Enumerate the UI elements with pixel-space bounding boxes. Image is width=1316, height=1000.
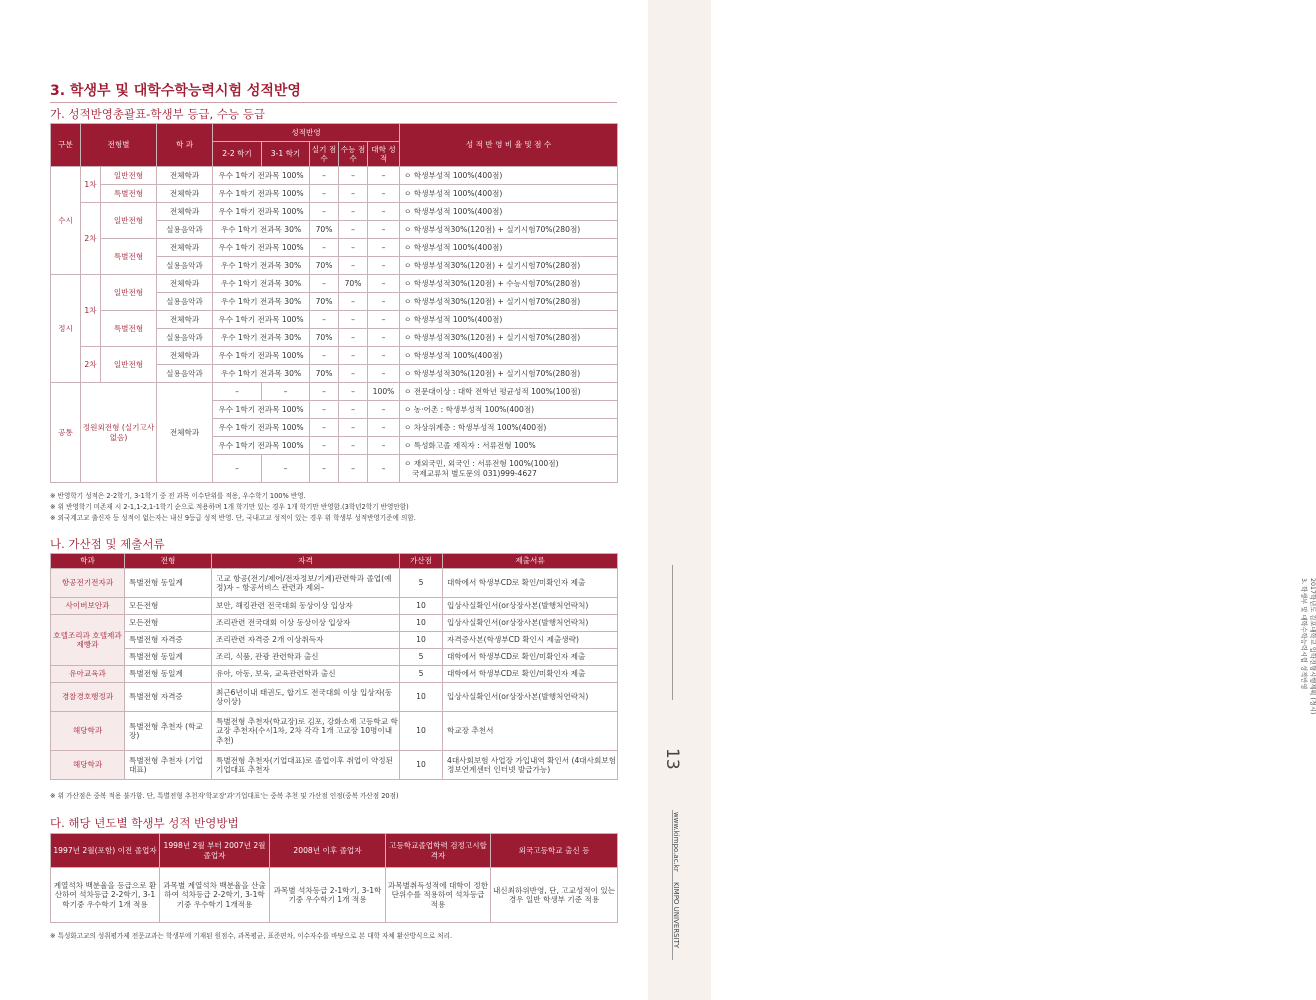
- college-cell: –: [368, 275, 400, 293]
- method-cell: 내신최하위반영, 단, 고교성적이 있는 경우 일반 학생부 기준 적용: [491, 868, 618, 923]
- points-cell: 10: [400, 598, 443, 615]
- csat-cell: –: [339, 239, 368, 257]
- table-row: [51, 239, 618, 257]
- dept-cell: 전체학과: [157, 203, 213, 221]
- running-header: [1299, 578, 1316, 714]
- subsection-a-title: 가. 성적반영총괄표-학생부 등급, 수능 등급: [50, 107, 265, 121]
- csat-cell: –: [339, 347, 368, 365]
- qualification-cell: 보안, 해킹관련 전국대회 동상이상 입상자: [212, 598, 400, 615]
- subsection-b-title: 나. 가산점 및 제출서류: [50, 537, 165, 551]
- header-score-group: 성적반영: [213, 124, 400, 142]
- dept-cell: 경찰경호행정과: [51, 683, 125, 712]
- section-title: 3. 학생부 및 대학수학능력시험 성적반영: [50, 83, 301, 99]
- bonus-table: [50, 553, 618, 780]
- note-line: ※ 외국계고교 출신자 등 성적이 없는자는 내신 9등급 성적 반영. 단, 국내고교 성적이 있는 경우 위 학생부 성적반영기준에 의함.: [50, 514, 416, 522]
- type-cell: 모든전형: [125, 598, 212, 615]
- dept-cell: 항공전기전자과: [51, 569, 125, 598]
- semester-cell: 우수 1학기 전과목 30%: [213, 365, 310, 383]
- ratio-line: 국제교류처 별도문의 031)999-4627: [412, 468, 537, 478]
- table-row: [51, 615, 618, 632]
- table-row: [51, 666, 618, 683]
- round-1: 1차: [81, 275, 101, 347]
- dept-cell: 유아교육과: [51, 666, 125, 683]
- dept-cell: 해당학과: [51, 712, 125, 751]
- round-1: 1차: [81, 167, 101, 203]
- dept-cell: 전체학과: [157, 239, 213, 257]
- type-cell: 모든전형: [125, 615, 212, 632]
- score-table: [50, 123, 618, 483]
- practical-cell: –: [310, 347, 339, 365]
- csat-cell: –: [339, 203, 368, 221]
- type-general: 일반전형: [101, 347, 157, 383]
- header-college: 대학 성적: [368, 142, 400, 167]
- practical-cell: –: [310, 185, 339, 203]
- documents-cell: 학교장 추천서: [443, 712, 618, 751]
- ratio-cell: ㅇ 특성화고졸 재직자 : 서류전형 100%: [400, 437, 618, 455]
- header-ratio: 성 적 반 영 비 율 및 점 수: [400, 124, 618, 167]
- ratio-cell: ㅇ 학생부성적30%(120점) + 실기시험70%(280점): [400, 293, 618, 311]
- ratio-cell: ㅇ 학생부성적30%(120점) + 실기시험70%(280점): [400, 329, 618, 347]
- documents-cell: 대학에서 학생부CD로 확인/미확인자 제출: [443, 649, 618, 666]
- csat-cell: –: [339, 221, 368, 239]
- dept-cell: 전체학과: [157, 275, 213, 293]
- note-line: ※ 특성화고교의 성취평가제 전문교과는 학생부에 기재된 원점수, 과목평균, 표준편차, 이수자수를 바탕으로 본 대학 자체 환산방식으로 처리.: [50, 932, 453, 940]
- points-cell: 10: [400, 683, 443, 712]
- dept-cell: 전체학과: [157, 311, 213, 329]
- college-cell: –: [368, 437, 400, 455]
- csat-cell: –: [339, 437, 368, 455]
- practical-cell: 70%: [310, 221, 339, 239]
- practical-cell: –: [310, 401, 339, 419]
- header-ged: 고등학교졸업학력 검정고시합격자: [386, 834, 491, 868]
- qualification-cell: 조리관련 전국대회 이상 동상이상 입상자: [212, 615, 400, 632]
- college-cell: –: [368, 185, 400, 203]
- type-cell: 특별전형 자격증: [125, 632, 212, 649]
- qualification-cell: 특별전형 추천자(기업대표)로 졸업이후 취업이 약정된 기업대표 추천자: [212, 751, 400, 780]
- ratio-cell: ㅇ 학생부성적 100%(400점): [400, 185, 618, 203]
- csat-cell: –: [339, 365, 368, 383]
- table-row: [51, 167, 618, 185]
- csat-cell: –: [339, 185, 368, 203]
- table-row: [51, 569, 618, 598]
- ratio-cell: ㅇ 학생부성적 100%(400점): [400, 167, 618, 185]
- qualification-cell: 특별전형 추천자(학교장)로 김포, 강화소재 고등학교 학교장 추천자(수시1차, 2차 각각 1개 고교장 10명이내 추천): [212, 712, 400, 751]
- semester-cell: 우수 1학기 전과목 30%: [213, 221, 310, 239]
- college-cell: 100%: [368, 383, 400, 401]
- csat-cell: –: [339, 455, 368, 483]
- csat-cell: –: [339, 311, 368, 329]
- college-cell: –: [368, 257, 400, 275]
- practical-cell: 70%: [310, 365, 339, 383]
- ratio-cell: ㅇ 전문대이상 : 대학 전학년 평균성적 100%(100점): [400, 383, 618, 401]
- header-3-1: 3-1 학기: [262, 142, 310, 167]
- ratio-cell: ㅇ 학생부성적30%(120점) + 실기시험70%(280점): [400, 365, 618, 383]
- college-cell: –: [368, 221, 400, 239]
- college-cell: –: [368, 365, 400, 383]
- header-pre-1997: 1997년 2월(포함) 이전 졸업자: [51, 834, 160, 868]
- points-cell: 5: [400, 666, 443, 683]
- practical-cell: –: [310, 383, 339, 401]
- dept-cell: 해당학과: [51, 751, 125, 780]
- ratio-cell: ㅇ 학생부성적 100%(400점): [400, 203, 618, 221]
- ratio-cell: ㅇ 학생부성적30%(120점) + 실기시험70%(280점): [400, 257, 618, 275]
- header-documents: 제출서류: [443, 554, 618, 569]
- practical-cell: –: [310, 203, 339, 221]
- points-cell: 10: [400, 615, 443, 632]
- ratio-cell: ㅇ 학생부성적 100%(400점): [400, 239, 618, 257]
- dept-cell: 사이버보안과: [51, 598, 125, 615]
- site-url: www.kimpo.ac.kr: [672, 812, 680, 872]
- college-cell: –: [368, 455, 400, 483]
- points-cell: 10: [400, 751, 443, 780]
- dept-cell: 전체학과: [157, 383, 213, 483]
- csat-cell: –: [339, 383, 368, 401]
- dept-cell: 실용음악과: [157, 365, 213, 383]
- ratio-cell: [400, 455, 618, 483]
- method-cell: 과목별취득성적에 대학이 정한 단위수를 적용하여 석차등급 적용: [386, 868, 491, 923]
- type-cell: 특별전형 동일계: [125, 649, 212, 666]
- points-cell: 10: [400, 632, 443, 649]
- semester-cell: 우수 1학기 전과목 100%: [213, 239, 310, 257]
- ratio-cell: ㅇ 학생부성적 100%(400점): [400, 311, 618, 329]
- dept-cell: 전체학과: [157, 347, 213, 365]
- table-row: [51, 683, 618, 712]
- group-common: 공통: [51, 383, 81, 483]
- documents-cell: 4대사회보험 사업장 가입내역 확인서 (4대사회보험 정보연계센터 인터넷 발급가능): [443, 751, 618, 780]
- type-special: 특별전형: [101, 185, 157, 203]
- table-row: [51, 203, 618, 221]
- type-cell: 특별전형 추천자 (학교장): [125, 712, 212, 751]
- qualification-cell: 최근6년이내 태권도, 합기도 전국대회 이상 입상자(동상이상): [212, 683, 400, 712]
- practical-cell: –: [310, 437, 339, 455]
- header-1998-2007: 1998년 2월 부터 2007년 2월 졸업자: [160, 834, 270, 868]
- dept-cell: 실용음악과: [157, 329, 213, 347]
- college-cell: –: [368, 329, 400, 347]
- type-general: 일반전형: [101, 275, 157, 311]
- table-row: [51, 649, 618, 666]
- practical-cell: –: [310, 419, 339, 437]
- header-dept: 학과: [51, 554, 125, 569]
- semester-cell: 우수 1학기 전과목 100%: [213, 311, 310, 329]
- documents-cell: 입상사실확인서(or상장사본(발행처연락처): [443, 683, 618, 712]
- dept-cell: 전체학과: [157, 185, 213, 203]
- type-special: 특별전형: [101, 239, 157, 275]
- qualification-cell: 조리관련 자격증 2개 이상취득자: [212, 632, 400, 649]
- type-cell: 특별전형 동일계: [125, 569, 212, 598]
- header-foreign: 외국고등학교 출신 등: [491, 834, 618, 868]
- semester-cell: –: [213, 455, 262, 483]
- csat-cell: –: [339, 401, 368, 419]
- college-cell: –: [368, 419, 400, 437]
- method-table: [50, 833, 618, 923]
- semester-cell: 우수 1학기 전과목 100%: [213, 347, 310, 365]
- type-general: 일반전형: [101, 167, 157, 185]
- ratio-cell: ㅇ 학생부성적30%(120점) + 수능시험70%(280점): [400, 275, 618, 293]
- semester-cell: 우수 1학기 전과목 100%: [213, 203, 310, 221]
- documents-cell: 대학에서 학생부CD로 확인/미확인자 제출: [443, 666, 618, 683]
- points-cell: 5: [400, 649, 443, 666]
- table-row: [51, 598, 618, 615]
- practical-cell: –: [310, 275, 339, 293]
- documents-cell: 자격증사본(학생부CD 확인시 제출생략): [443, 632, 618, 649]
- table-row: [51, 383, 618, 401]
- type-special: 특별전형: [101, 311, 157, 347]
- round-2: 2차: [81, 347, 101, 383]
- ratio-cell: ㅇ 학생부성적30%(120점) + 실기시험70%(280점): [400, 221, 618, 239]
- practical-cell: –: [310, 455, 339, 483]
- college-cell: –: [368, 203, 400, 221]
- ratio-cell: ㅇ 농·어촌 : 학생부성적 100%(400점): [400, 401, 618, 419]
- note-line: ※ 위 반영학기 미존재 시 2-1,1-2,1-1학기 순으로 적용하며 1개 학기만 있는 경우 1개 학기만 반영함.(3학년2학기 반영안함): [50, 503, 409, 511]
- practical-cell: –: [310, 239, 339, 257]
- college-cell: –: [368, 239, 400, 257]
- practical-cell: 70%: [310, 257, 339, 275]
- points-cell: 10: [400, 712, 443, 751]
- documents-cell: 입상사실확인서(or상장사본(발행처연락처): [443, 615, 618, 632]
- sidebar-divider-top: [672, 565, 673, 700]
- header-csat: 수능 점수: [339, 142, 368, 167]
- round-2: 2차: [81, 203, 101, 275]
- table-row: [51, 185, 618, 203]
- csat-cell: –: [339, 329, 368, 347]
- header-dept: 학 과: [157, 124, 213, 167]
- qualification-cell: 고교 항공(전기/제어/전자정보/기계)관련학과 졸업(예정)자 – 항공서비스 관련과 제외–: [212, 569, 400, 598]
- semester-cell: 우수 1학기 전과목 30%: [213, 329, 310, 347]
- semester-cell: 우수 1학기 전과목 30%: [213, 257, 310, 275]
- table-row: [51, 632, 618, 649]
- type-cell: 특별전형 동일계: [125, 666, 212, 683]
- dept-cell: 실용음악과: [157, 221, 213, 239]
- semester-cell: 우수 1학기 전과목 30%: [213, 275, 310, 293]
- header-qualification: 자격: [212, 554, 400, 569]
- header-2-2: 2-2 학기: [213, 142, 262, 167]
- header-points: 가산점: [400, 554, 443, 569]
- header-practical: 실기 점수: [310, 142, 339, 167]
- practical-cell: 70%: [310, 293, 339, 311]
- type-general: 일반전형: [101, 203, 157, 239]
- csat-cell: –: [339, 257, 368, 275]
- ratio-line: ㅇ 재외국민, 외국인 : 서류전형 100%(100점): [404, 459, 559, 469]
- csat-cell: –: [339, 293, 368, 311]
- practical-cell: –: [310, 167, 339, 185]
- method-cell: 과목별 석차등급 2-1학기, 3-1학기중 우수학기 1개 적용: [270, 868, 386, 923]
- semester-cell: 우수 1학기 전과목 100%: [213, 419, 310, 437]
- csat-cell: –: [339, 419, 368, 437]
- subsection-c-title: 다. 해당 년도별 학생부 성적 반영방법: [50, 816, 239, 830]
- college-cell: –: [368, 311, 400, 329]
- table-row: [51, 275, 618, 293]
- method-cell: 과목별 계열석차 백분율을 산출하여 석차등급 2-2학기, 3-1학기중 우수학기 1개적용: [160, 868, 270, 923]
- table-row: [51, 712, 618, 751]
- dept-cell: 실용음악과: [157, 257, 213, 275]
- practical-cell: 70%: [310, 329, 339, 347]
- csat-cell: 70%: [339, 275, 368, 293]
- documents-cell: 대학에서 학생부CD로 확인/미확인자 제출: [443, 569, 618, 598]
- table-row: [51, 311, 618, 329]
- qualification-cell: 조리, 식품, 관광 관련학과 출신: [212, 649, 400, 666]
- semester-cell: –: [262, 455, 310, 483]
- semester-cell: 우수 1학기 전과목 100%: [213, 401, 310, 419]
- points-cell: 5: [400, 569, 443, 598]
- running-header-line2: 3. 학생부 및 대학수학능력시험 성적반영: [1300, 578, 1308, 690]
- documents-cell: 입상사실확인서(or상장사본(발행처연락처): [443, 598, 618, 615]
- title-rule: [50, 102, 617, 103]
- note-line: ※ 반영학기 성적은 2-2학기, 3-1학기 중 전 과목 이수단위를 적용, 우수학기 100% 반영.: [50, 492, 306, 500]
- table-row: [51, 347, 618, 365]
- college-cell: –: [368, 293, 400, 311]
- semester-cell: 우수 1학기 전과목 30%: [213, 293, 310, 311]
- university-name: KIMPO UNIVERSITY: [672, 882, 680, 949]
- practical-cell: –: [310, 311, 339, 329]
- header-group: 구분: [51, 124, 81, 167]
- type-cell: 특별전형 추천자 (기업대표): [125, 751, 212, 780]
- page-number: 13: [662, 748, 682, 770]
- header-type: 전형별: [81, 124, 157, 167]
- semester-cell: 우수 1학기 전과목 100%: [213, 185, 310, 203]
- college-cell: –: [368, 167, 400, 185]
- semester-cell: 우수 1학기 전과목 100%: [213, 437, 310, 455]
- semester-cell: –: [262, 383, 310, 401]
- type-cell: 특별전형 자격증: [125, 683, 212, 712]
- college-cell: –: [368, 347, 400, 365]
- table-row: [51, 868, 618, 923]
- header-type: 전형: [125, 554, 212, 569]
- qualification-cell: 유아, 아동, 보육, 교육관련학과 출신: [212, 666, 400, 683]
- method-cell: 계열석차 백분율을 등급으로 환산하여 석차등급 2-2학기, 3-1학기중 우수학기 1개 적용: [51, 868, 160, 923]
- ratio-cell: ㅇ 차상위계층 : 학생부성적 100%(400점): [400, 419, 618, 437]
- running-header-line1: 2017학년도 김포대학교 입학전형시행계획 (정시): [1309, 578, 1316, 715]
- ratio-cell: ㅇ 학생부성적 100%(400점): [400, 347, 618, 365]
- group-susi: 수시: [51, 167, 81, 275]
- dept-cell: 실용음악과: [157, 293, 213, 311]
- type-outside-quota: 정원외전형 (실기고사 없음): [81, 383, 157, 483]
- note-line: ※ 위 가산점은 중복 적용 불가함. 단, 특별전형 추천자'학교장'과'기업대표'는 중복 추천 및 가산점 인정(중복 가산점 20점): [50, 792, 399, 800]
- college-cell: –: [368, 401, 400, 419]
- semester-cell: –: [213, 383, 262, 401]
- csat-cell: –: [339, 167, 368, 185]
- semester-cell: 우수 1학기 전과목 100%: [213, 167, 310, 185]
- dept-cell: 호텔조리과 호텔제과제빵과: [51, 615, 125, 666]
- header-post-2008: 2008년 이후 졸업자: [270, 834, 386, 868]
- group-jeongsi: 정시: [51, 275, 81, 383]
- table-row: [51, 751, 618, 780]
- dept-cell: 전체학과: [157, 167, 213, 185]
